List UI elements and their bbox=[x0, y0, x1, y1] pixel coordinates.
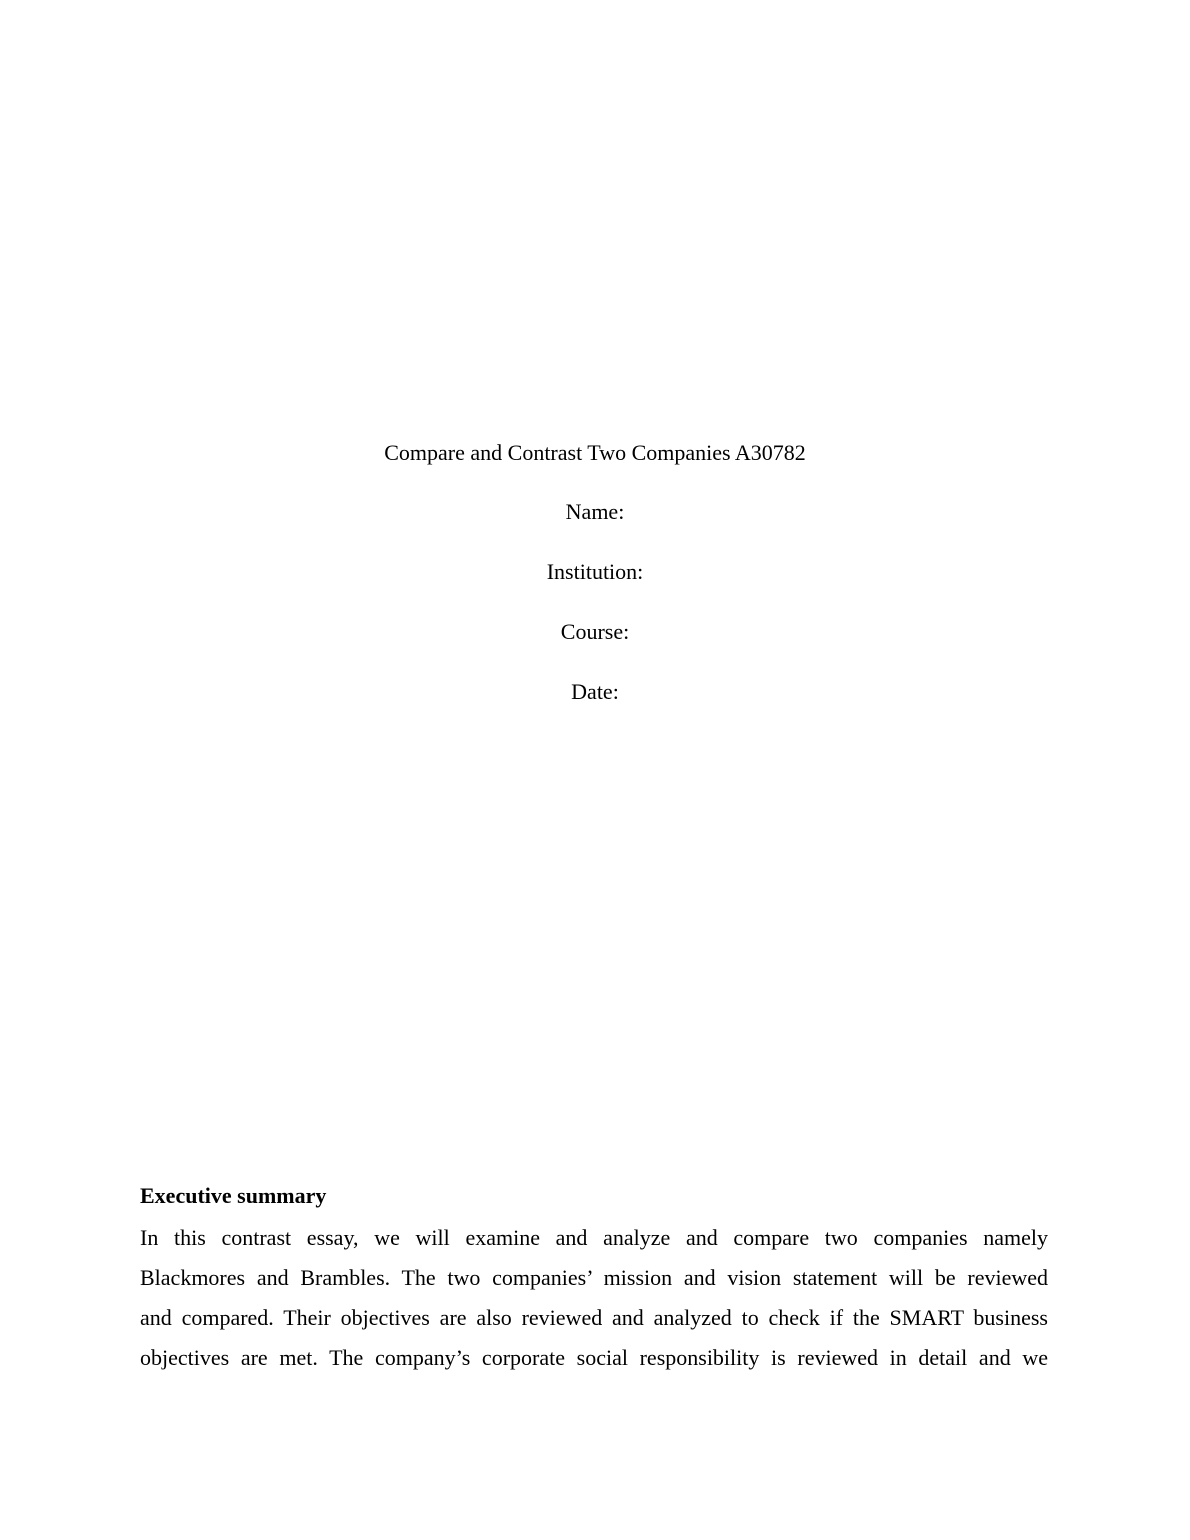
document-title: Compare and Contrast Two Companies A30782 bbox=[384, 440, 806, 465]
paragraph-line: and compared. Their objectives are also reviewed and analyzed to check if the SMART business bbox=[140, 1305, 1048, 1330]
date-label: Date: bbox=[571, 679, 619, 704]
paragraph-line: In this contrast essay, we will examine and analyze and compare two companies namely bbox=[140, 1225, 1048, 1250]
executive-summary-paragraph bbox=[140, 1218, 1048, 1378]
course-label: Course: bbox=[560, 619, 630, 644]
name-label: Name: bbox=[565, 499, 625, 524]
paragraph-line: objectives are met. The company’s corporate social responsibility is reviewed in detail and we bbox=[140, 1345, 1048, 1370]
institution-label: Institution: bbox=[546, 559, 644, 584]
executive-summary-heading: Executive summary bbox=[140, 1183, 327, 1208]
paragraph-line: Blackmores and Brambles. The two companies’ mission and vision statement will be reviewed bbox=[140, 1265, 1048, 1290]
